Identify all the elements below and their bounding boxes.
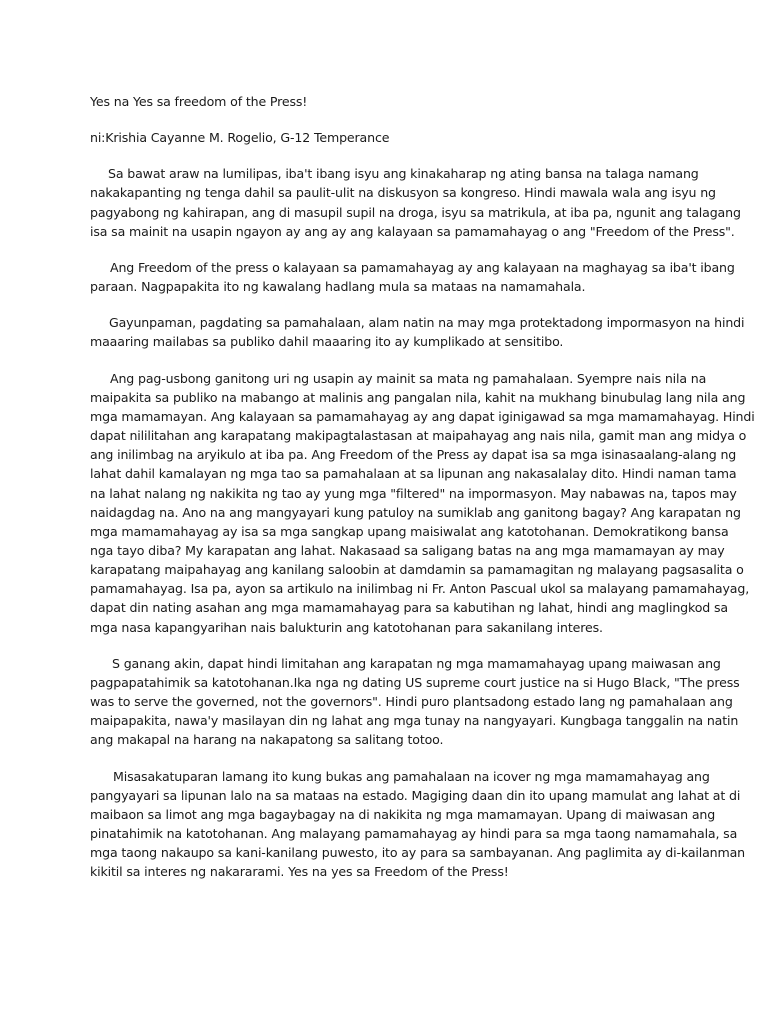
text-line: mga nasa kapangyarihan nais balukturin ang katotohanan para sakanilang interes. [90, 619, 603, 635]
text-line: naidagdag na. Ano na ang mangyayari kung patuloy na sumiklab ang ganitong bagay? Ang karapatan ng [90, 504, 741, 520]
text-line: Ang pag-usbong ganitong uri ng usapin ay mainit sa mata ng pamahalaan. Syempre nais nila na [110, 370, 707, 386]
text-line: nakakapanting ng tenga dahil sa paulit-ulit na diskusyon sa kongreso. Hindi mawala wala ang isyu ng [90, 185, 716, 201]
text-line: Ang Freedom of the press o kalayaan sa pamamahayag ay ang kalayaan na maghayag sa iba't ibang [110, 259, 735, 275]
paragraph-3 [90, 313, 745, 351]
text-line: pangyayari sa lipunan lalo na sa mataas na estado. Magiging daan din ito upang mamulat ang lahat at di [90, 787, 741, 803]
text-line: mga taong nakaupo sa kani-kanilang puwesto, ito ay para sa sambayanan. Ang paglimita ay di-kailanman [90, 845, 746, 861]
text-line: dapat nililitahan ang karapatang makipagtalastasan at maipahayag ang nais nila, gamit man ang midya o [90, 428, 747, 444]
text-line: paraan. Nagpapakita ito ng kawalang hadlang mula sa mataas na namamahala. [90, 279, 586, 295]
text-line: mga mamamayan. Ang kalayaan sa pamamahayag ay ang dapat iginigawad sa mga mamamahayag. Hindi [90, 408, 755, 424]
text-line: was to serve the governed, not the governors". Hindi puro plantsadong estado lang ng pamahalaan ang [90, 694, 733, 710]
text-line: nga tayo diba? My karapatan ang lahat. Nakasaad sa saligang batas na ang mga mamamayan ay may [90, 542, 725, 558]
text-line: Misasakatuparan lamang ito kung bukas ang pamahalaan na icover ng mga mamamahayag ang [113, 768, 710, 784]
text-line: pagyabong ng kahirapan, ang di masupil supil na droga, isyu sa matrikula, at iba pa, ngunit ang talagang [90, 204, 741, 220]
text-line: ang inilimbag na aryikulo at iba pa. Ang Freedom of the Press ay dapat isa sa mga isinasaalang-alang ng [90, 447, 737, 463]
text-line: karapatang maipahayag ang kanilang saloobin at damdamin sa pamamagitan ng malayang pagsasalita o [90, 562, 744, 578]
text-line: isa sa mainit na usapin ngayon ay ang ay ang kalayaan sa pamamahayag o ang "Freedom of the Press". [90, 223, 735, 239]
text-line: pinatahimik na katotohanan. Ang malayang pamamahayag ay hindi para sa mga taong namamahala, sa [90, 826, 738, 841]
text-line: mga mamamahayag ay isa sa mga sangkap upang maisiwalat ang katotohanan. Demokratikong bansa [90, 523, 729, 539]
paragraph-5 [90, 654, 740, 750]
text-line: pagpapatahimik sa katotohanan.Ika nga ng dating US supreme court justice na si Hugo Black, "The press [90, 674, 740, 690]
paragraph-2 [90, 258, 735, 296]
paragraph-1 [90, 164, 741, 241]
title-line: Yes na Yes sa freedom of the Press! [90, 94, 308, 109]
text-line: lahat dahil kamalayan ng mga tao sa pamahalaan at sa lipunan ang nakasalalay dito. Hindi naman tama [90, 466, 737, 482]
text-line: ang makapal na harang na nakapatong sa salitang totoo. [90, 732, 444, 748]
document-byline [90, 128, 680, 147]
text-line: pamamahayag. Isa pa, ayon sa artikulo na inilimbag ni Fr. Anton Pascual ukol sa malayang pamamahayag, [90, 581, 750, 597]
text-line: Sa bawat araw na lumilipas, iba't ibang isyu ang kinakaharap ng ating bansa na talaga namang [108, 166, 699, 182]
document-body [90, 92, 755, 898]
byline-line: ni:Krishia Cayanne M. Rogelio, G-12 Temperance [90, 130, 390, 146]
text-line: S ganang akin, dapat hindi limitahan ang karapatan ng mga mamamahayag upang maiwasan ang [112, 655, 721, 671]
text-line: maibaon sa limot ang mga bagaybagay na di nakikita ng mga mamamayan. Upang di maiwasan ang [90, 806, 716, 822]
paragraph-4 [90, 369, 755, 637]
text-line: na lahat nalang ng nakikita ng tao ay yung mga "filtered" na impormasyon. May nabawas na, tapos may [90, 485, 737, 501]
document-title [90, 92, 680, 111]
text-line: maipakita sa publiko na mabango at malinis ang pangalan nila, kahit na mukhang binubulag lang nila ang [90, 389, 746, 405]
text-line: Gayunpaman, pagdating sa pamahalaan, alam natin na may mga protektadong impormasyon na hindi [109, 315, 745, 331]
text-line: maipapakita, nawa'y masilayan din ng lahat ang mga tunay na nangyayari. Kungbaga tanggalin na natin [90, 713, 739, 729]
paragraph-6 [90, 767, 746, 882]
text-line: kikitil sa interes ng nakararami. Yes na yes sa Freedom of the Press! [90, 864, 509, 880]
text-line: dapat din nating asahan ang mga mamamahayag para sa kabutihan ng lahat, hindi ang maglingkod sa [90, 600, 728, 616]
text-line: maaaring mailabas sa publiko dahil maaaring ito ay kumplikado at sensitibo. [90, 334, 564, 350]
